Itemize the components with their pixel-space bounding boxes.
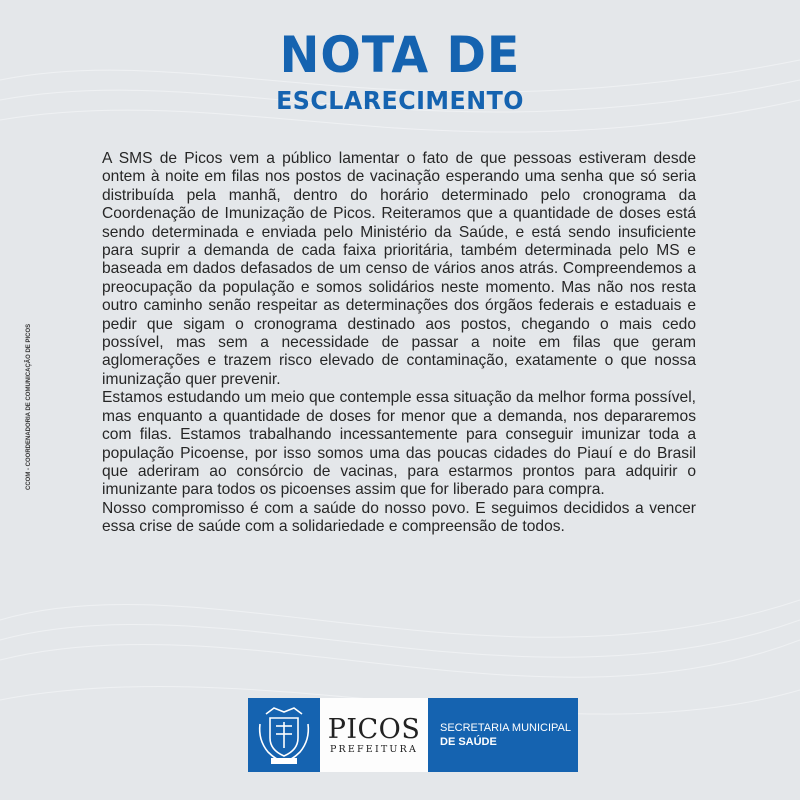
secretaria-line2: DE SAÚDE	[440, 736, 497, 748]
body-paragraph-3: Nosso compromisso é com a saúde do nosso povo. E seguimos decididos a vencer essa crise de saúde com a solidariedade e compreensão de todos.	[102, 499, 696, 536]
footer-logo-bar	[248, 698, 578, 772]
side-credit: CCOM - COORDENADORIA DE COMUNICAÇÃO DE PICOS	[26, 323, 32, 490]
note-body	[102, 150, 696, 537]
crest-panel	[248, 698, 320, 772]
city-name: PICOS	[327, 713, 421, 745]
coat-of-arms-icon	[256, 704, 312, 766]
page-subtitle: ESCLARECIMENTO	[276, 86, 524, 115]
secretaria-logo	[428, 698, 578, 772]
body-paragraph-1: A SMS de Picos vem a público lamentar o fato de que pessoas estiveram desde ontem à noite em filas nos postos de vacinação esperando uma senha que só seria distribuída pela manhã, dentro do horário determinado pelo cronograma da Coordenação de Imunização de Picos. Reiteramos que a quantidade de doses está sendo determinada e enviada pelo Ministério da Saúde, e está sendo insuficiente para suprir a demanda de cada faixa prioritária, também determinada pelo MS e baseada em dados defasados de um censo de vários anos atrás. Compreendemos a preocupação da população e somos solidários neste momento. Mas não nos resta outro caminho senão respeitar as determinações dos órgãos federais e estaduais e pedir que sigam o cronograma destinado aos postos, chegando o mais cedo possível, mas sem a necessidade de passar a noite em filas que geram aglomerações e trazem risco elevado de contaminação, exatamente o que nossa imunização quer prevenir.	[102, 150, 696, 388]
body-paragraph-2: Estamos estudando um meio que contemple essa situação da melhor forma possível, mas enquanto a quantidade de doses for menor que a demanda, nos depararemos com filas. Estamos trabalhando incessantemente para conseguir imunizar toda a população Picoense, por isso somos uma das poucas cidades do Piauí e do Brasil que aderiram ao consórcio de vacinas, para estarmos prontos para adquirir o imunizante para todos os picoenses assim que for liberado para compra.	[102, 389, 696, 499]
secretaria-line1: SECRETARIA MUNICIPAL	[440, 722, 572, 734]
page-title: NOTA DE	[279, 26, 521, 84]
city-subtitle: PREFEITURA	[329, 743, 419, 755]
prefeitura-logo	[320, 698, 428, 772]
